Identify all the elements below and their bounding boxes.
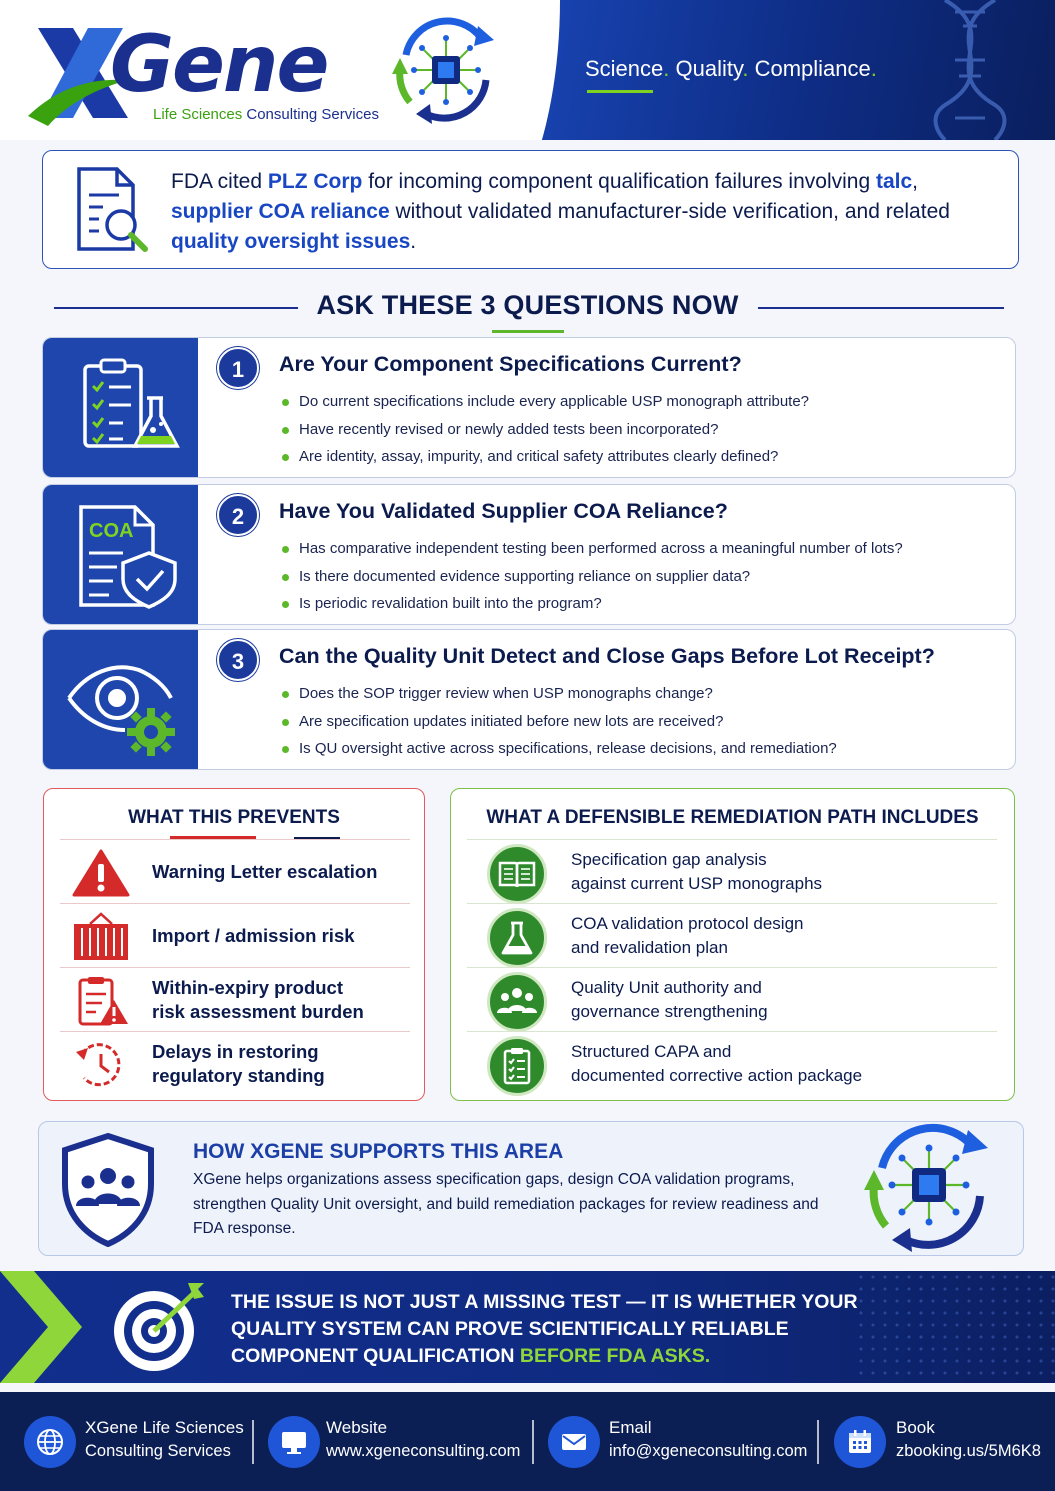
question-title: Can the Quality Unit Detect and Close Gaps Before Lot Receipt? (279, 644, 935, 668)
warning-icon (72, 848, 130, 898)
intro-box (42, 150, 1019, 269)
question-number: 1 (217, 347, 259, 389)
clock-icon (72, 1040, 130, 1090)
remediation-item: Quality Unit authority and governance strengthening (467, 967, 997, 1031)
remediation-item: Specification gap analysis against current USP monographs (467, 839, 997, 903)
question-bullets (279, 680, 837, 763)
document-search-icon (73, 165, 153, 255)
bullet-item: Does the SOP trigger review when USP monographs change? (279, 680, 837, 708)
bullet-item: Are identity, assay, impurity, and critical safety attributes clearly defined? (279, 443, 809, 471)
prevents-panel (43, 788, 425, 1101)
clipboard-warning-icon (72, 976, 130, 1026)
bullet-item: Are specification updates initiated before new lots are received? (279, 708, 837, 736)
prevents-item: Within-expiry product risk assessment burden (60, 967, 410, 1031)
remediation-title: WHAT A DEFENSIBLE REMEDIATION PATH INCLUDES (486, 807, 979, 828)
logo-subtitle: Life Sciences Consulting Services (153, 106, 379, 123)
support-title: HOW XGENE SUPPORTS THIS AREA (193, 1140, 564, 1163)
bullet-item: Is periodic revalidation built into the program? (279, 590, 903, 618)
section-rule-right (758, 307, 1004, 309)
coa-label: COA (89, 520, 134, 542)
tagline: Science. Quality. Compliance. (585, 56, 877, 81)
support-box (38, 1121, 1024, 1256)
globe-icon (36, 1428, 64, 1456)
header (0, 0, 1055, 140)
question-card-2 (42, 484, 1016, 625)
question-number: 2 (217, 494, 259, 536)
question-bullets (279, 388, 809, 471)
call-to-action-banner (0, 1271, 1055, 1383)
bullet-item: Is there documented evidence supporting reliance on supplier data? (279, 563, 903, 591)
chip-cycle-icon (386, 10, 506, 130)
tagline-underline (587, 90, 653, 93)
monitor-icon (280, 1428, 308, 1456)
dna-icon (925, 0, 1015, 140)
bullet-item: Is QU oversight active across specifications, release decisions, and remediation? (279, 735, 837, 763)
banner-text: THE ISSUE IS NOT JUST A MISSING TEST — IT IS WHETHER YOUR QUALITY SYSTEM CAN PROVE SCIENTIFICALLY RELIABLE COMPONENT QUALIFICATION BEFORE FDA ASKS. (231, 1291, 858, 1367)
support-text: XGene helps organizations assess specification gaps, design COA validation programs, strengthen Quality Unit oversight, and build remediation packages for review readiness and FDA response. (193, 1171, 819, 1237)
calendar-icon (846, 1428, 874, 1456)
checklist-icon (490, 1039, 544, 1093)
eye-gear-icon (65, 646, 175, 756)
prevents-item: Delays in restoring regulatory standing (60, 1031, 410, 1095)
footer: XGene Life Sciences Consulting Services Website www.xgeneconsulting.com Email info@xgeneconsulting.com Book zbooking.us/5M6K8 (0, 1392, 1055, 1491)
banner-dot-pattern (855, 1271, 1055, 1383)
question-card-3 (42, 629, 1016, 770)
flask-icon (490, 911, 544, 965)
book-icon (490, 847, 544, 901)
bullet-item: Have recently revised or newly added tests been incorporated? (279, 416, 809, 444)
remediation-item: COA validation protocol design and revalidation plan (467, 903, 997, 967)
prevents-item: Warning Letter escalation (60, 839, 410, 903)
mail-icon (560, 1428, 588, 1456)
bullet-item: Has comparative independent testing been performed across a meaningful number of lots? (279, 535, 903, 563)
remediation-item: Structured CAPA and documented corrective action package (467, 1031, 997, 1095)
coa-shield-icon (73, 501, 183, 611)
question-card-1 (42, 337, 1016, 478)
people-icon (490, 975, 544, 1029)
question-title: Are Your Component Specifications Current? (279, 352, 742, 376)
remediation-panel (450, 788, 1015, 1101)
target-icon (108, 1279, 208, 1375)
container-icon (72, 912, 130, 962)
chip-cycle-icon (854, 1110, 1004, 1260)
section-title: ASK THESE 3 QUESTIONS NOW (316, 290, 739, 320)
bullet-item: Do current specifications include every applicable USP monograph attribute? (279, 388, 809, 416)
prevents-item: Import / admission risk (60, 903, 410, 967)
section-green-accent (492, 330, 564, 333)
prevents-title: WHAT THIS PREVENTS (128, 807, 340, 828)
logo-wordmark: Gene (110, 20, 328, 110)
clipboard-flask-icon (73, 354, 183, 464)
question-number: 3 (217, 639, 259, 681)
question-title: Have You Validated Supplier COA Reliance? (279, 499, 728, 523)
question-bullets (279, 535, 903, 618)
intro-text: FDA cited PLZ Corp for incoming component qualification failures involving talc, supplier COA reliance without validated manufacturer-side verification, and related quality oversight issues. (171, 170, 950, 253)
shield-people-icon (61, 1132, 156, 1247)
chevron-right-icon (0, 1271, 95, 1383)
